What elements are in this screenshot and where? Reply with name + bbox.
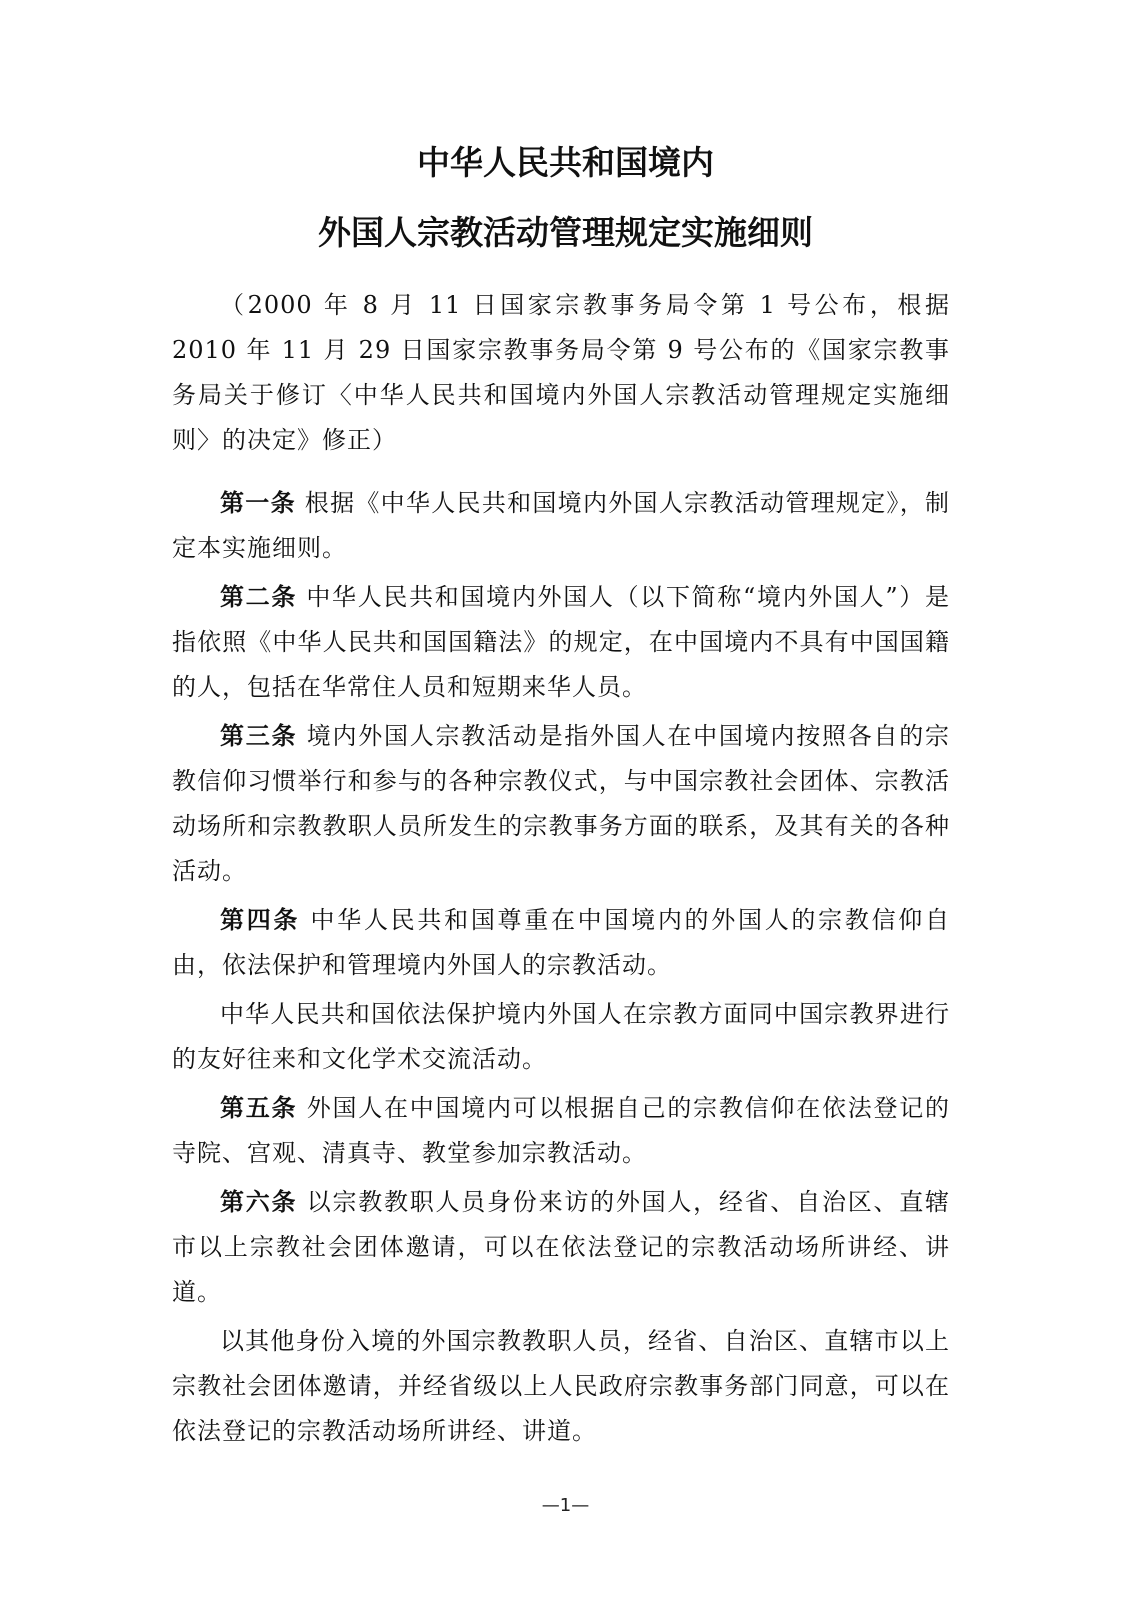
title-line-1: 中华人民共和国境内 bbox=[417, 143, 714, 182]
article-1-head: 第一条 bbox=[220, 489, 296, 517]
article-6 bbox=[172, 1180, 950, 1315]
article-6-paragraph-2: 以其他身份入境的外国宗教教职人员，经省、自治区、直辖市以上宗教社会团体邀请，并经省级以上人民政府宗教事务部门同意，可以在依法登记的宗教活动场所讲经、讲道。 bbox=[172, 1327, 950, 1445]
article-5 bbox=[172, 1086, 950, 1176]
article-5-text: 外国人在中国境内可以根据自己的宗教信仰在依法登记的寺院、宫观、清真寺、教堂参加宗教活动。 bbox=[172, 1094, 951, 1167]
document-title bbox=[0, 128, 1131, 268]
article-3-text: 境内外国人宗教活动是指外国人在中国境内按照各自的宗教信仰习惯举行和参与的各种宗教仪式，与中国宗教社会团体、宗教活动场所和宗教教职人员所发生的宗教事务方面的联系，及其有关的各种活动。 bbox=[172, 722, 951, 885]
article-2-head: 第二条 bbox=[220, 583, 298, 611]
article-3-head: 第三条 bbox=[220, 722, 298, 750]
article-3 bbox=[172, 714, 950, 894]
page-number: —1— bbox=[541, 1495, 590, 1516]
article-2 bbox=[172, 575, 950, 710]
article-4-paragraph-2: 中华人民共和国依法保护境内外国人在宗教方面同中国宗教界进行的友好往来和文化学术交流活动。 bbox=[172, 1000, 950, 1073]
article-4-text: 中华人民共和国尊重在中国境内的外国人的宗教信仰自由，依法保护和管理境内外国人的宗教活动。 bbox=[172, 906, 951, 979]
article-4 bbox=[172, 898, 950, 988]
article-6-head: 第六条 bbox=[220, 1188, 298, 1216]
article-5-head: 第五条 bbox=[220, 1094, 298, 1122]
title-line-2: 外国人宗教活动管理规定实施细则 bbox=[318, 213, 813, 252]
article-1-text: 根据《中华人民共和国境内外国人宗教活动管理规定》，制定本实施细则。 bbox=[172, 489, 951, 562]
amendment-note: （2000 年 8 月 11 日国家宗教事务局令第 1 号公布，根据 2010 年 11 月 29 日国家宗教事务局令第 9 号公布的《国家宗教事务局关于修订〈中华人民共和国境内外国人宗教活动管理规定实施细则〉的决定》修正） bbox=[172, 291, 950, 454]
article-6-text: 以宗教教职人员身份来访的外国人，经省、自治区、直辖市以上宗教社会团体邀请，可以在依法登记的宗教活动场所讲经、讲道。 bbox=[172, 1188, 951, 1306]
document-body bbox=[172, 283, 950, 1454]
article-2-text: 中华人民共和国境内外国人（以下简称“境内外国人”）是指依照《中华人民共和国国籍法》的规定，在中国境内不具有中国国籍的人，包括在华常住人员和短期来华人员。 bbox=[172, 583, 950, 701]
article-1 bbox=[172, 481, 950, 571]
article-4-head: 第四条 bbox=[220, 906, 301, 934]
